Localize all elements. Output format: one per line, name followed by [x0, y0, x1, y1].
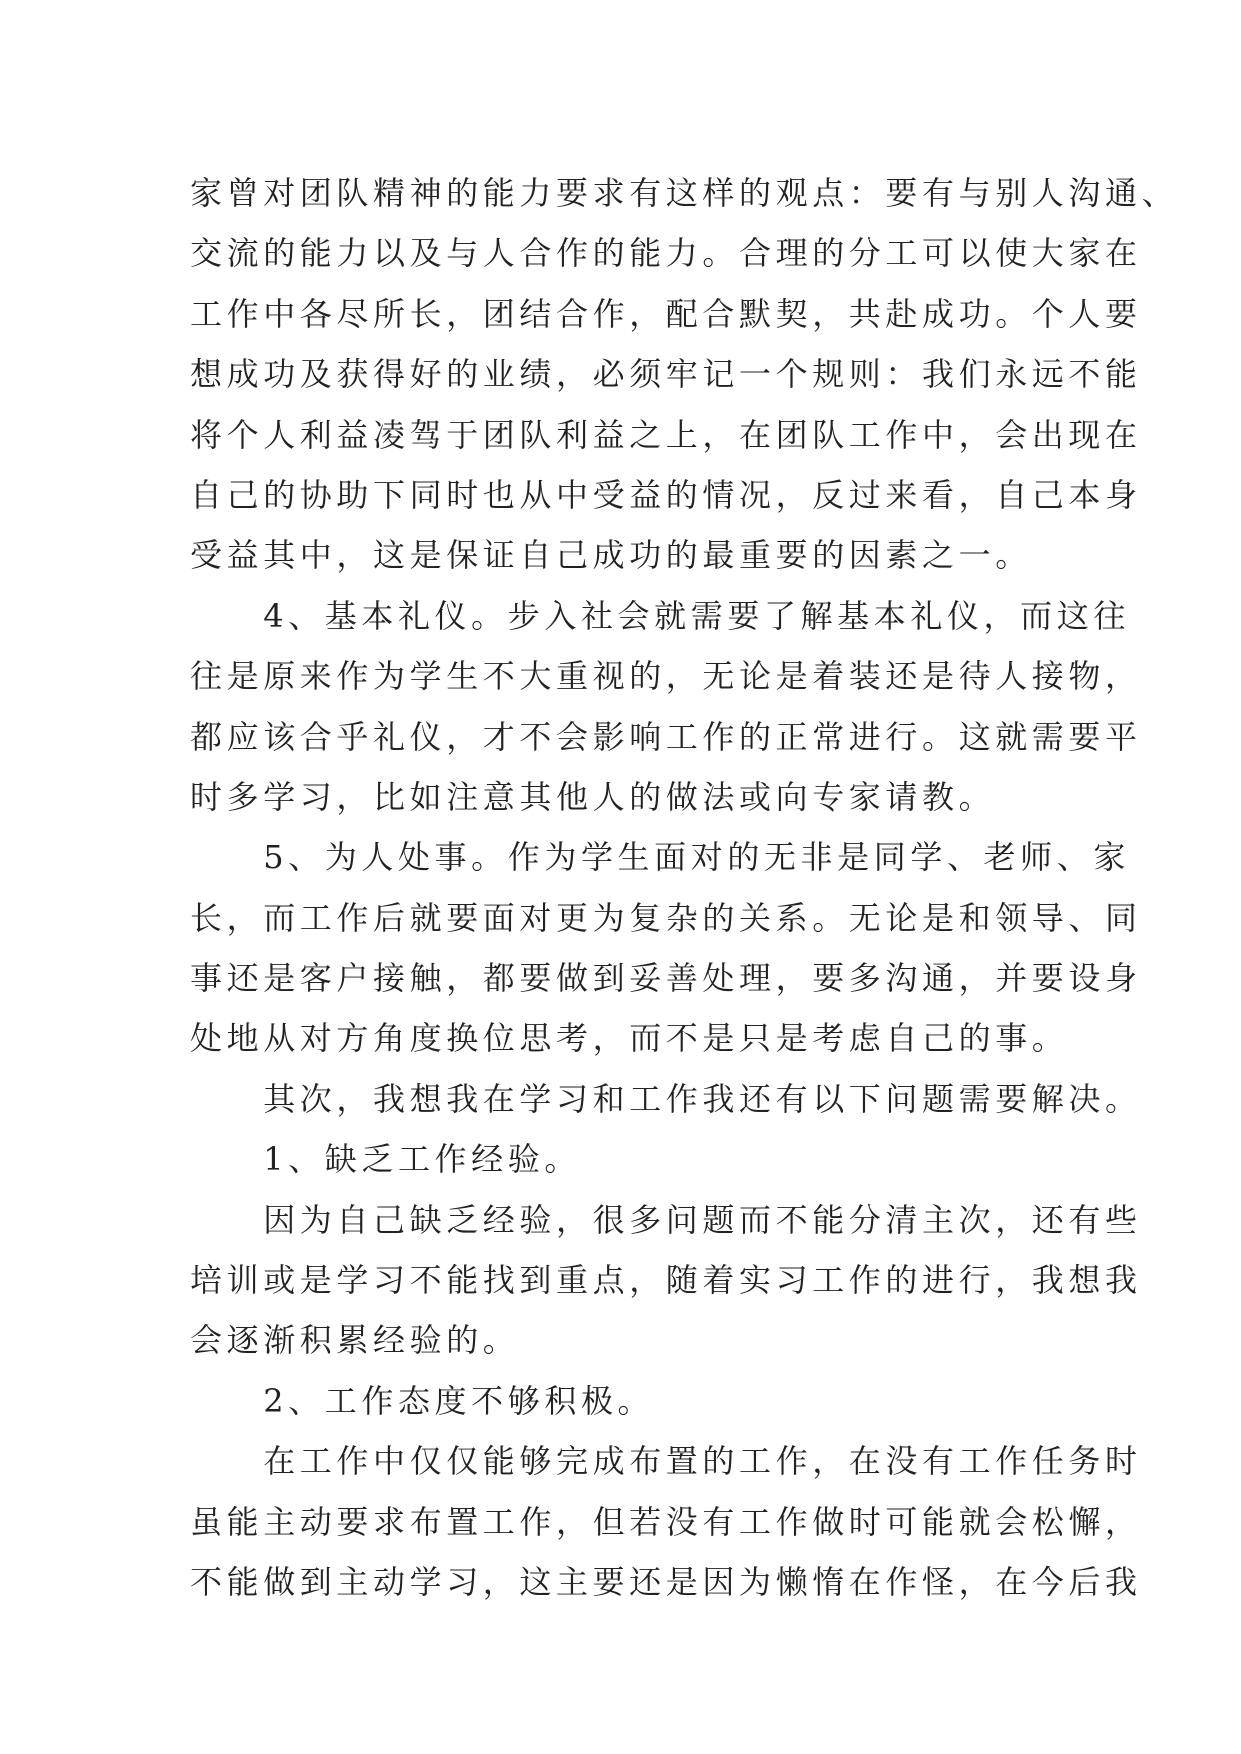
text-line: 都应该合乎礼仪，才不会影响工作的正常进行。这就需要平	[190, 717, 1142, 756]
text-line: 2、工作态度不够积极。	[190, 1381, 655, 1420]
text-line: 工作中各尽所长，团结合作，配合默契，共赴成功。个人要	[190, 294, 1142, 333]
text-line: 交流的能力以及与人合作的能力。合理的分工可以使大家在	[190, 234, 1142, 273]
text-line: 家曾对团队精神的能力要求有这样的观点：要有与别人沟通、	[190, 174, 1179, 212]
text-line: 处地从对方角度换位思考，而不是只是考虑自己的事。	[190, 1019, 1069, 1058]
text-line: 往是原来作为学生不大重视的，无论是着装还是待人接物，	[190, 657, 1142, 696]
text-line: 培训或是学习不能找到重点，随着实习工作的进行，我想我	[190, 1261, 1142, 1300]
text-line: 将个人利益凌驾于团队利益之上，在团队工作中，会出现在	[190, 415, 1142, 454]
text-line: 4、基本礼仪。步入社会就需要了解基本礼仪，而这往	[190, 596, 1130, 635]
document-body	[190, 163, 1179, 1612]
text-line: 自己的协助下同时也从中受益的情况，反过来看，自己本身	[190, 475, 1142, 514]
text-line: 5、为人处事。作为学生面对的无非是同学、老师、家	[190, 838, 1130, 877]
text-line: 因为自己缺乏经验，很多问题而不能分清主次，还有些	[190, 1200, 1142, 1239]
text-line: 时多学习，比如注意其他人的做法或向专家请教。	[190, 777, 996, 816]
text-line: 受益其中，这是保证自己成功的最重要的因素之一。	[190, 536, 1032, 575]
text-line: 虽能主动要求布置工作，但若没有工作做时可能就会松懈，	[190, 1502, 1142, 1541]
text-line: 不能做到主动学习，这主要还是因为懒惰在作怪，在今后我	[190, 1562, 1142, 1601]
text-line: 其次，我想我在学习和工作我还有以下问题需要解决。	[190, 1079, 1142, 1118]
text-line: 在工作中仅仅能够完成布置的工作，在没有工作任务时	[190, 1442, 1142, 1481]
text-line: 会逐渐积累经验的。	[190, 1321, 520, 1360]
text-line: 想成功及获得好的业绩，必须牢记一个规则：我们永远不能	[190, 355, 1142, 394]
text-line: 长，而工作后就要面对更为复杂的关系。无论是和领导、同	[190, 898, 1142, 937]
text-line: 1、缺乏工作经验。	[190, 1140, 581, 1179]
text-line: 事还是客户接触，都要做到妥善处理，要多沟通，并要设身	[190, 959, 1142, 998]
